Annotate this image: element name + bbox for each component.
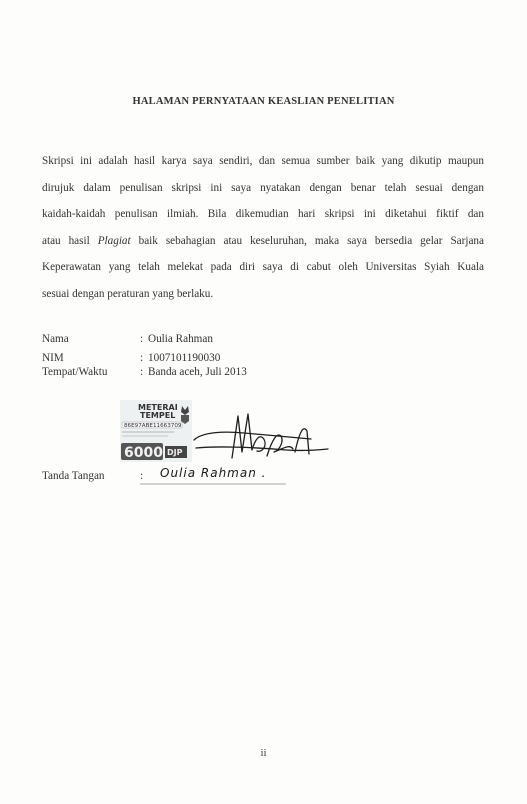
paragraph-line: Keperawatan yang telah melekat pada diri saya di cabut oleh Universitas Syiah Kuala: [42, 261, 484, 274]
field-label: Tempat/Waktu: [42, 366, 108, 378]
page-title: HALAMAN PERNYATAAN KEASLIAN PENELITIAN: [132, 96, 395, 107]
paragraph-line: kaidah-kaidah penulisan ilmiah. Bila dikemudian hari skripsi ini diketahui fiktif dan: [42, 208, 484, 221]
stamp-value: 6000: [124, 445, 163, 461]
field-value: Banda aceh, Juli 2013: [148, 366, 247, 378]
stamp-code: 86E97ABE11663709: [124, 423, 182, 429]
field-separator: :: [140, 366, 144, 378]
field-separator: :: [140, 470, 144, 482]
paragraph-text: baik sebahagian atau keseluruhan, maka saya bersedia gelar Sarjana: [130, 234, 484, 247]
stamp-line1: METERAI: [138, 403, 178, 412]
field-label: Tanda Tangan: [42, 470, 105, 482]
plagiat-term: Plagiat: [97, 234, 131, 247]
signature: [136, 398, 336, 498]
stamp-djp: DJP: [167, 448, 183, 457]
paragraph-text: atau hasil: [42, 234, 98, 247]
field-label: Nama: [42, 333, 69, 345]
paragraph-line: Skripsi ini adalah hasil karya saya sendiri, dan semua sumber baik yang dikutip maupun: [42, 155, 484, 167]
field-value: Oulia Rahman: [148, 333, 213, 345]
paragraph-line: [42, 228, 484, 255]
field-separator: :: [140, 352, 144, 364]
field-value: 1007101190030: [148, 352, 221, 364]
paragraph-line: sesuai dengan peraturan yang berlaku.: [42, 287, 214, 300]
stamp-line2: TEMPEL: [140, 411, 176, 420]
page-number: ii: [260, 747, 267, 759]
handwritten-name: Oulia Rahman .: [160, 466, 267, 480]
paragraph-line: dirujuk dalam penulisan skripsi ini saya nyatakan dengan benar telah sesuai dengan: [42, 181, 484, 194]
field-label: NIM: [42, 352, 64, 364]
field-separator: :: [140, 333, 144, 345]
statement-paragraph: [42, 148, 484, 308]
